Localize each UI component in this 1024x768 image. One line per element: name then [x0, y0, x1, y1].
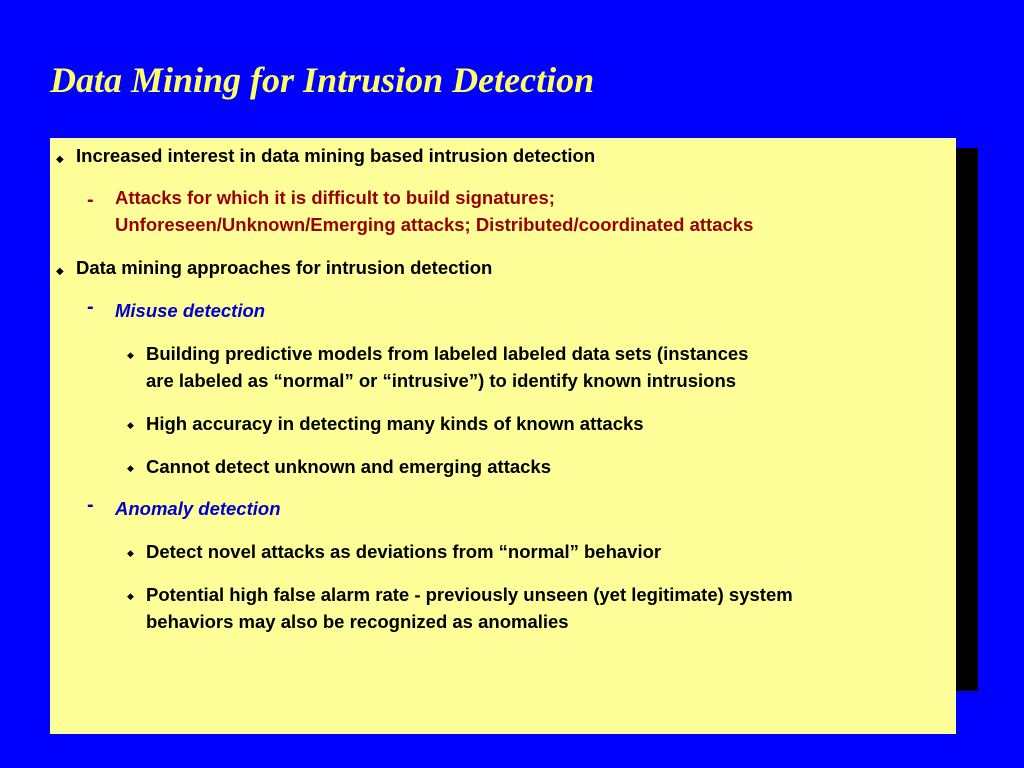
slide-title: Data Mining for Intrusion Detection — [50, 60, 595, 100]
sub-heading-anomaly-detection: Anomaly detection — [115, 498, 281, 519]
diamond-bullet-icon: ◆ — [127, 420, 134, 430]
sub-sub-bullet-text-line-1: Building predictive models from labeled labeled data sets (instances — [146, 343, 749, 364]
sub-sub-bullet-text-line-1: Potential high false alarm rate - previously unseen (yet legitimate) system — [146, 584, 793, 605]
diamond-bullet-icon: ◆ — [56, 154, 64, 165]
bullet-text: Data mining approaches for intrusion detection — [76, 257, 493, 278]
dash-bullet-icon: - — [87, 296, 94, 318]
diamond-bullet-icon: ◆ — [56, 266, 64, 277]
diamond-bullet-icon: ◆ — [127, 463, 134, 473]
diamond-bullet-icon: ◆ — [127, 591, 134, 601]
diamond-bullet-icon: ◆ — [127, 350, 134, 360]
sub-sub-bullet-text-line-2: are labeled as “normal” or “intrusive”) to identify known intrusions — [146, 370, 737, 391]
sub-sub-bullet-text-line-2: behaviors may also be recognized as anomalies — [146, 611, 569, 632]
bullet-text: Increased interest in data mining based intrusion detection — [76, 145, 596, 166]
dash-bullet-icon: - — [87, 494, 94, 516]
sub-bullet-text-line-2: Unforeseen/Unknown/Emerging attacks; Distributed/coordinated attacks — [115, 214, 754, 235]
sub-bullet-text-line-1: Attacks for which it is difficult to build signatures; — [115, 187, 555, 208]
sub-sub-bullet-text: High accuracy in detecting many kinds of known attacks — [146, 413, 644, 434]
dash-bullet-icon: - — [87, 189, 94, 211]
diamond-bullet-icon: ◆ — [127, 548, 134, 558]
sub-heading-misuse-detection: Misuse detection — [115, 300, 266, 321]
sub-sub-bullet-text: Detect novel attacks as deviations from “normal” behavior — [146, 541, 662, 562]
sub-sub-bullet-text: Cannot detect unknown and emerging attacks — [146, 456, 552, 477]
content-panel — [50, 138, 956, 734]
